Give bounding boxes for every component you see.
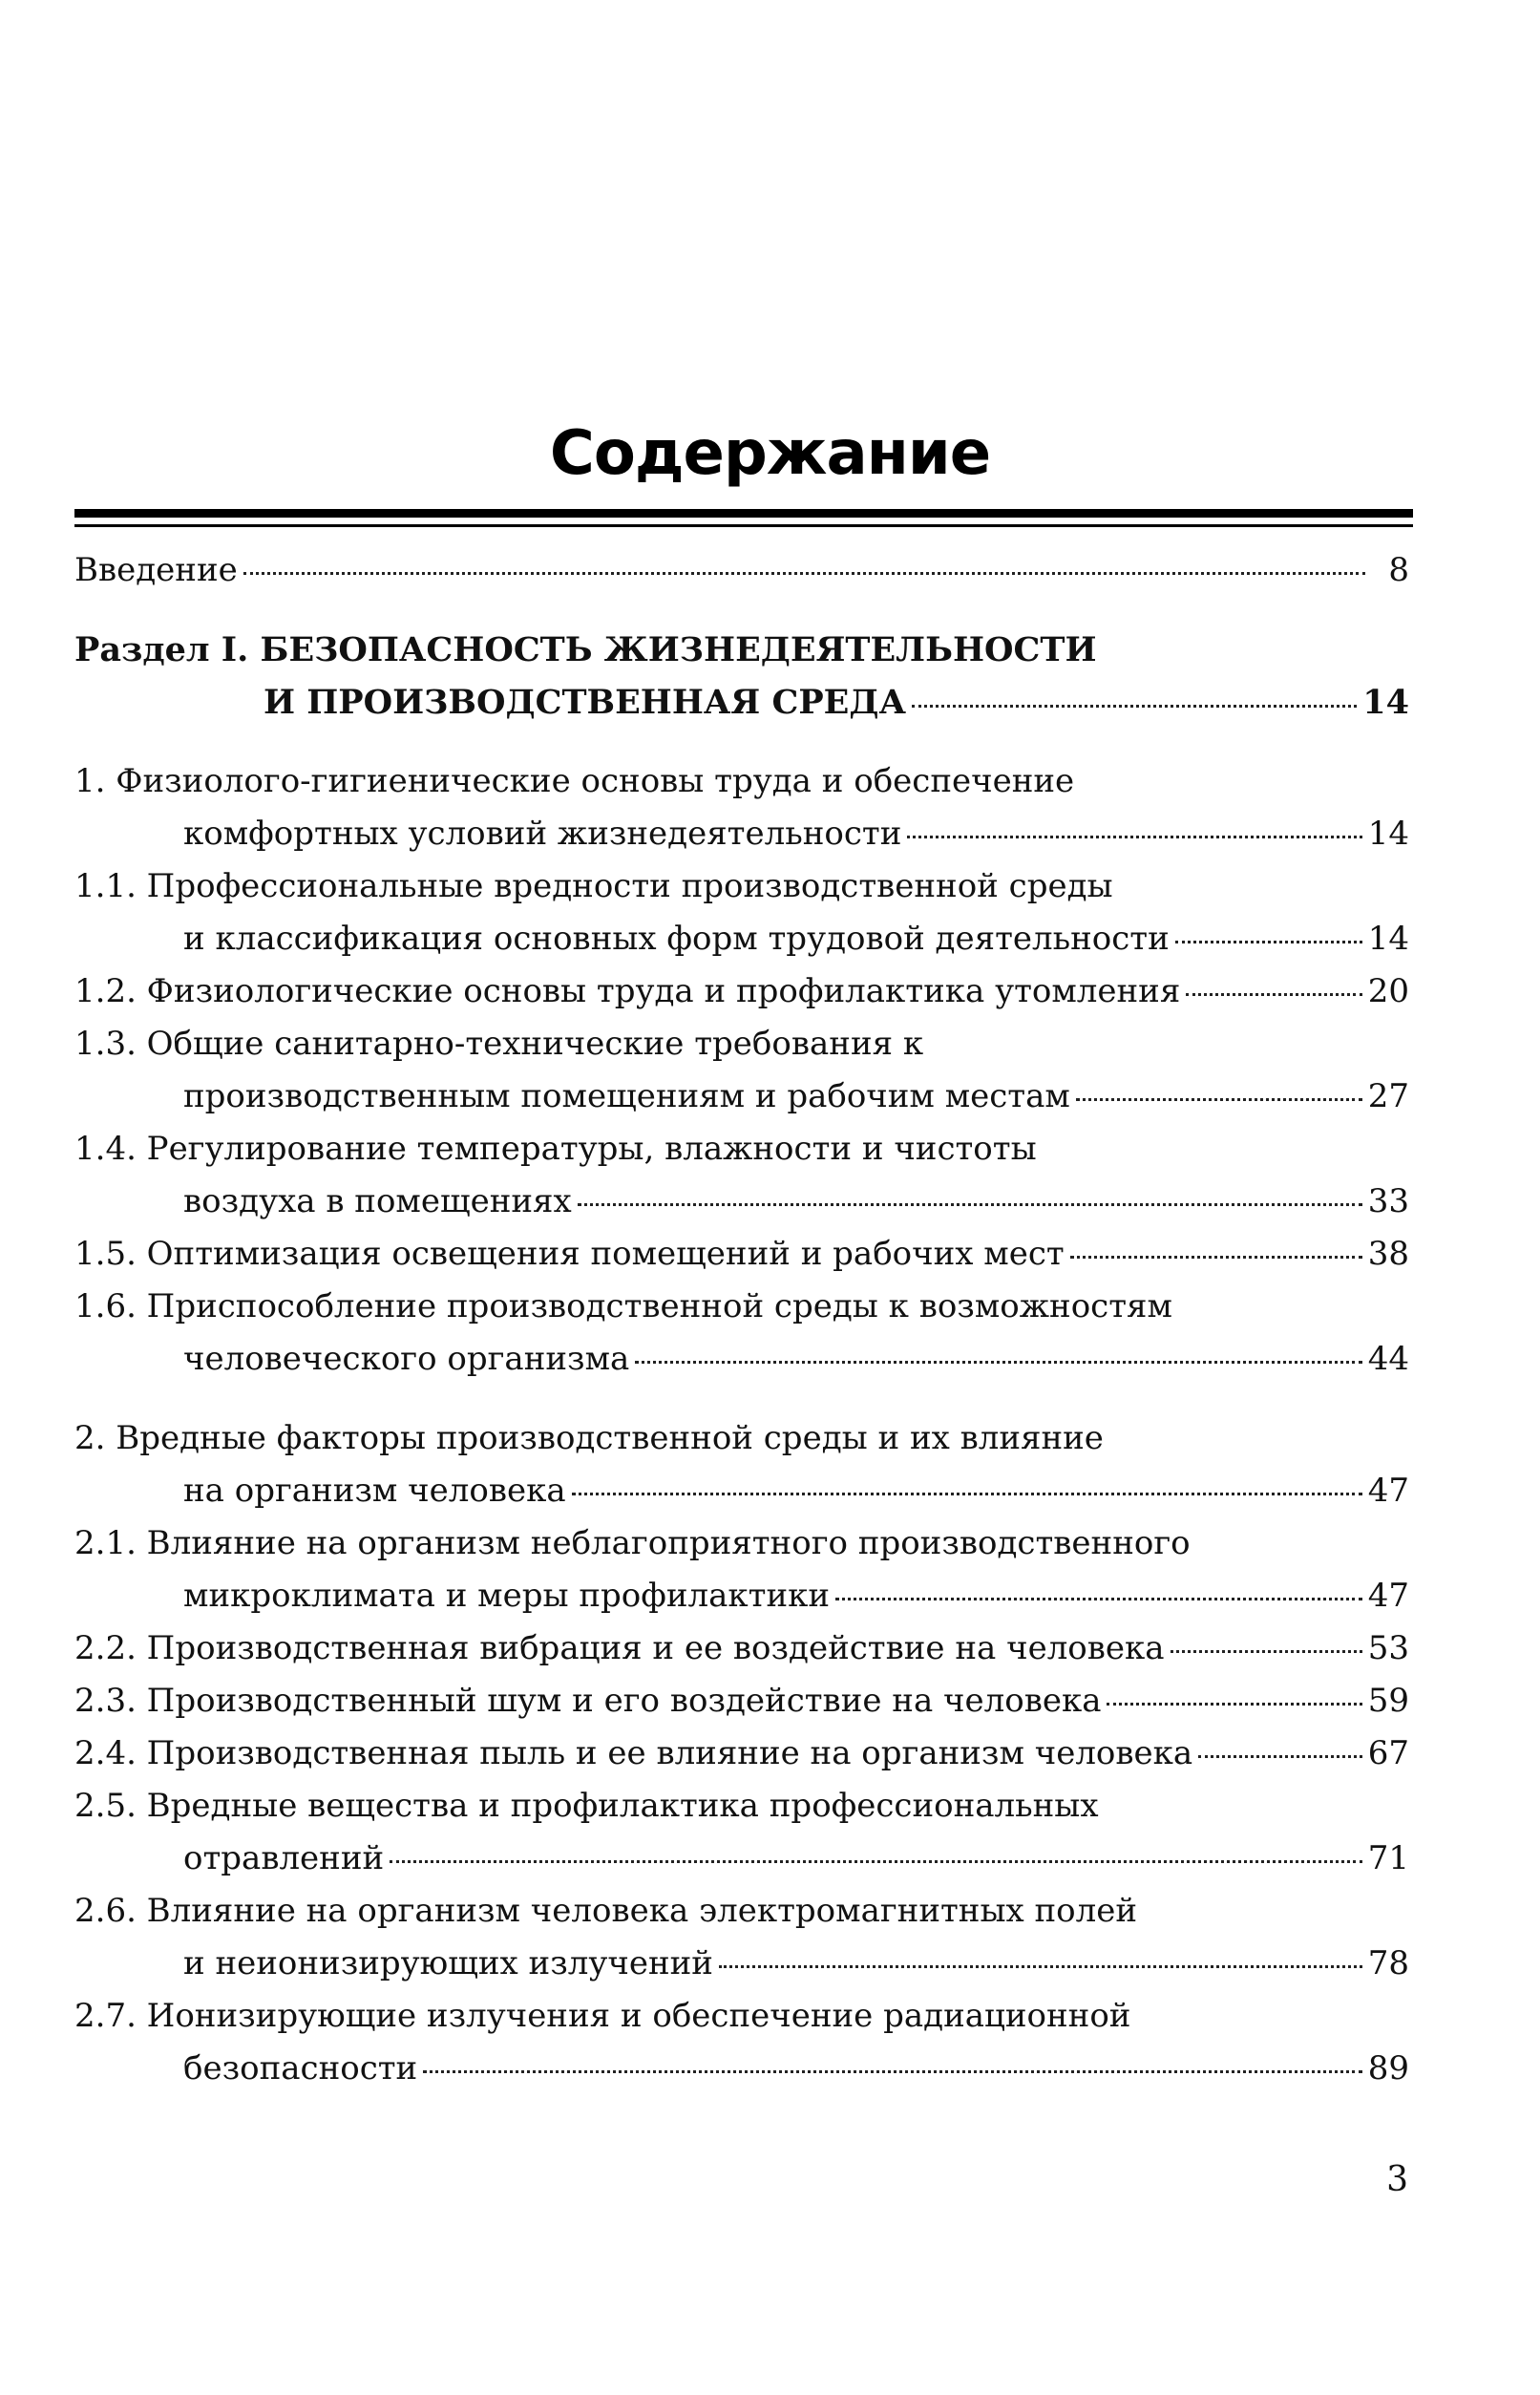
toc-section-heading[interactable]: [74, 624, 1409, 676]
toc-entry[interactable]: [74, 860, 1409, 913]
toc-entry-title: Раздел I. БЕЗОПАСНОСТЬ ЖИЗНЕДЕЯТЕЛЬНОСТИ: [74, 630, 1097, 669]
toc-entry-continuation[interactable]: [74, 808, 1409, 860]
dot-leader: [578, 1203, 1362, 1206]
toc-entry-page: 14: [1362, 683, 1409, 722]
dot-leader: [1198, 1755, 1362, 1758]
toc-entry-title: 1.3. Общие санитарно-технические требования к: [74, 1025, 924, 1063]
toc-entry-continuation[interactable]: [74, 1176, 1409, 1228]
page-number: 3: [1386, 2160, 1408, 2199]
toc-entry-title: комфортных условий жизнедеятельности: [183, 815, 902, 853]
dot-leader: [719, 1965, 1362, 1968]
toc-entry-title: безопасности: [183, 2049, 418, 2088]
toc-entry-page: 14: [1367, 815, 1409, 853]
toc-entry-title: и классификация основных форм трудовой деятельности: [183, 920, 1170, 958]
toc-entry-continuation[interactable]: [74, 2043, 1409, 2095]
dot-leader: [390, 1860, 1362, 1863]
toc-entry[interactable]: [74, 1780, 1409, 1833]
toc-entry-page: 71: [1367, 1839, 1409, 1877]
toc-entry-page: 47: [1367, 1472, 1409, 1510]
toc-entry-title: 2.4. Производственная пыль и ее влияние на организм человека: [74, 1734, 1193, 1772]
toc-entry-page: 53: [1367, 1629, 1409, 1667]
toc-entry-title: микроклимата и меры профилактики: [183, 1577, 831, 1615]
dot-leader: [1175, 941, 1362, 943]
dot-leader: [243, 572, 1365, 575]
toc-entry[interactable]: [74, 1412, 1409, 1465]
toc-entry-continuation[interactable]: [74, 1070, 1409, 1123]
dot-leader: [1171, 1650, 1362, 1653]
toc-entry-title: 2.7. Ионизирующие излучения и обеспечение радиационной: [74, 1997, 1131, 2035]
toc-entry-title: 2.1. Влияние на организм неблагоприятного производственного: [74, 1524, 1191, 1562]
toc-entry[interactable]: [74, 1123, 1409, 1176]
toc-entry-title: и неионизирующих излучений: [183, 1944, 713, 1982]
toc-entry-page: 33: [1367, 1182, 1409, 1220]
toc-entry-page: 20: [1367, 972, 1409, 1010]
toc-entry-page: 14: [1367, 920, 1409, 958]
toc-entry-title: 2.6. Влияние на организм человека электромагнитных полей: [74, 1892, 1138, 1930]
toc-entry[interactable]: [74, 1018, 1409, 1070]
toc-entry-title: 1.5. Оптимизация освещения помещений и рабочих мест: [74, 1235, 1065, 1273]
toc-entry-title: 1. Физиолого-гигиенические основы труда и обеспечение: [74, 762, 1075, 800]
dot-leader: [423, 2070, 1362, 2073]
toc-entry-title: 1.2. Физиологические основы труда и профилактика утомления: [74, 972, 1181, 1010]
toc-entry-title: 2.2. Производственная вибрация и ее воздействие на человека: [74, 1629, 1165, 1667]
toc-entry-title: 1.1. Профессиональные вредности производственной среды: [74, 867, 1113, 905]
toc-entry[interactable]: [74, 1517, 1409, 1570]
toc-entry-page: 67: [1367, 1734, 1409, 1772]
toc-entry-title: на организм человека: [183, 1472, 566, 1510]
toc-entry-continuation[interactable]: [74, 1938, 1409, 1990]
toc-entry[interactable]: [74, 755, 1409, 808]
toc-entry-continuation[interactable]: [74, 1833, 1409, 1885]
dot-leader: [912, 705, 1357, 708]
dot-leader: [1076, 1098, 1362, 1101]
toc-entry[interactable]: [74, 1622, 1409, 1675]
toc-entry-title: 2.5. Вредные вещества и профилактика профессиональных: [74, 1787, 1099, 1825]
toc-entry[interactable]: [74, 1990, 1409, 2043]
toc-entry-title: 2.3. Производственный шум и его воздействие на человека: [74, 1682, 1102, 1720]
toc-entry-continuation[interactable]: [74, 1570, 1409, 1622]
toc-entry[interactable]: [74, 1675, 1409, 1727]
dot-leader: [1107, 1703, 1361, 1706]
toc-entry-title: человеческого организма: [183, 1340, 630, 1378]
toc-entry[interactable]: [74, 1228, 1409, 1281]
toc-entry-page: 89: [1367, 2049, 1409, 2088]
toc-entry-title: производственным помещениям и рабочим местам: [183, 1077, 1070, 1115]
toc-entry-title: И ПРОИЗВОДСТВЕННАЯ СРЕДА: [264, 683, 906, 722]
toc-entry-page: 27: [1367, 1077, 1409, 1115]
dot-leader: [1070, 1256, 1362, 1259]
dot-leader: [572, 1493, 1362, 1495]
toc-section-heading[interactable]: [74, 676, 1409, 729]
title-rule-thick: [74, 509, 1413, 518]
dot-leader: [635, 1361, 1361, 1364]
toc-entry[interactable]: [74, 544, 1409, 597]
toc-entry-title: 2. Вредные факторы производственной среды и их влияние: [74, 1419, 1104, 1457]
title-rule-thin: [74, 524, 1413, 527]
toc-entry-continuation[interactable]: [74, 913, 1409, 965]
toc-entry-page: 59: [1367, 1682, 1409, 1720]
toc-entry[interactable]: [74, 1727, 1409, 1780]
dot-leader: [835, 1598, 1362, 1600]
toc-entry-page: 78: [1367, 1944, 1409, 1982]
toc-entry-title: 1.6. Приспособление производственной среды к возможностям: [74, 1287, 1172, 1325]
toc-entry-page: 38: [1367, 1235, 1409, 1273]
toc-entry-title: воздуха в помещениях: [183, 1182, 572, 1220]
toc-entry-page: 47: [1367, 1577, 1409, 1615]
toc-entry-continuation[interactable]: [74, 1333, 1409, 1386]
toc-entry[interactable]: [74, 1885, 1409, 1938]
toc-entry-page: 8: [1388, 551, 1409, 589]
toc-entry-title: Введение: [74, 551, 238, 589]
page-title: Содержание: [549, 418, 991, 489]
toc-entry-title: отравлений: [183, 1839, 385, 1877]
dot-leader: [907, 836, 1361, 838]
toc-entry[interactable]: [74, 965, 1409, 1018]
toc-entry-title: 1.4. Регулирование температуры, влажности и чистоты: [74, 1130, 1037, 1168]
toc-entry-continuation[interactable]: [74, 1465, 1409, 1517]
dot-leader: [1186, 993, 1361, 996]
toc-entry-page: 44: [1367, 1340, 1409, 1378]
toc-entry[interactable]: [74, 1281, 1409, 1333]
table-of-contents: [74, 544, 1409, 2095]
